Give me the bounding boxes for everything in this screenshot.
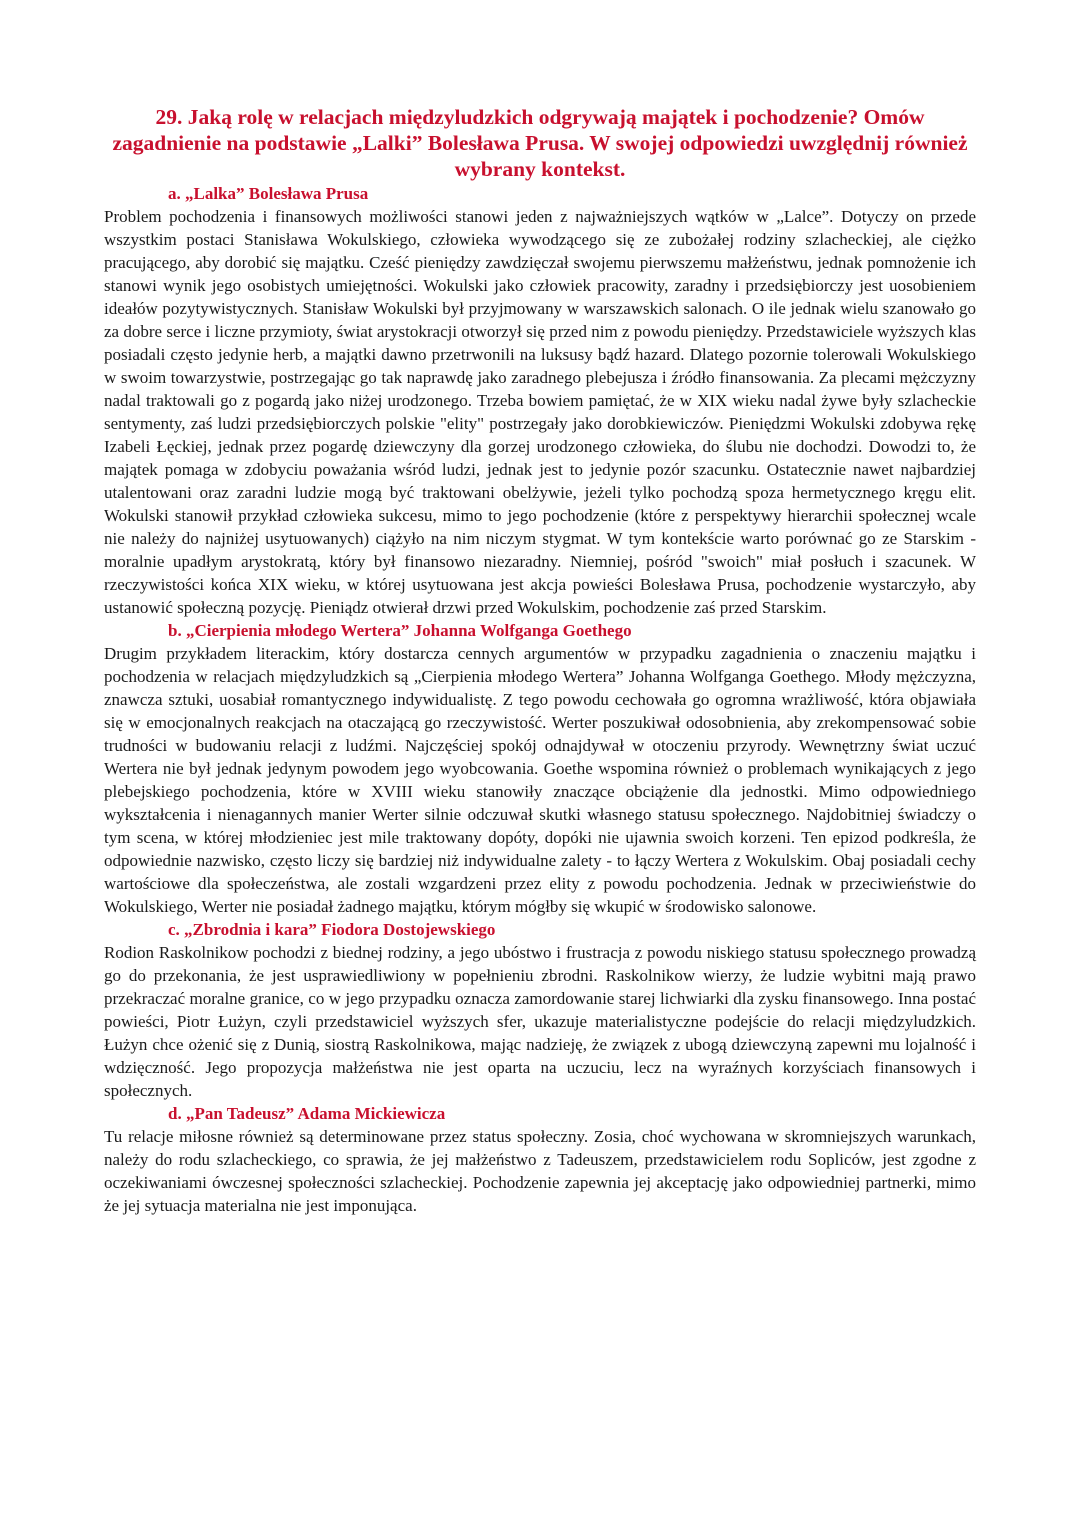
section-heading-zbrodnia: c. „Zbrodnia i kara” Fiodora Dostojewskiego <box>168 920 496 939</box>
section-heading-pan-tadeusz: d. „Pan Tadeusz” Adama Mickiewicza <box>168 1104 446 1123</box>
section-heading-werter: b. „Cierpienia młodego Wertera” Johanna Wolfganga Goethego <box>168 621 632 640</box>
section-text-pan-tadeusz: Tu relacje miłosne również są determinowane przez status społeczny. Zosia, choć wychowana w skromniejszych warunkach, należy do rodu szlacheckiego, co sprawia, że jej małżeństwo z Tadeuszem, przedstawicielem rodu Sopliców, jest zgodne z oczekiwaniami ówczesnej społeczności szlacheckiej. Pochodzenie zapewnia jej akceptację jako odpowiedniej partnerki, mimo że jej sytuacja materialna nie jest imponująca. <box>104 1127 976 1215</box>
section-text-zbrodnia: Rodion Raskolnikow pochodzi z biednej rodziny, a jego ubóstwo i frustracja z powodu niskiego statusu społecznego prowadzą go do przekonania, że jest usprawiedliwiony w popełnieniu zbrodni. Raskolnikow wierzy, że ludzie wybitni mają prawo przekraczać moralne granice, co w jego przypadku oznacza zamordowanie starej lichwiarki dla zysku finansowego. Inna postać powieści, Piotr Łużyn, czyli przedstawiciel wyższych sfer, ukazuje materialistyczne podejście do relacji międzyludzkich. Łużyn chce ożenić się z Dunią, siostrą Raskolnikowa, mając nadzieję, że związek z ubogą dziewczyną zapewni mu lojalność i wdzięczność. Jego propozycja małżeństwa nie jest oparta na uczuciu, lecz na wyraźnych korzyściach finansowych i społecznych. <box>104 943 976 1100</box>
section-heading-lalka: a. „Lalka” Bolesława Prusa <box>168 184 369 203</box>
section-text-lalka: Problem pochodzenia i finansowych możliwości stanowi jeden z najważniejszych wątków w „Lalce”. Dotyczy on przede wszystkim postaci Stanisława Wokulskiego, człowieka wywodzącego się ze zubożałej rodziny szlacheckiej, ale ciężko pracującego, aby dorobić się majątku. Cześć pieniędzy zawdzięczał swojemu pierwszemu małżeństwu, jednak pomnożenie ich stanowi wynik jego osobistych umiejętności. Wokulski jako człowiek pracowity, zaradny i przedsiębiorczy jest uosobieniem ideałów pozytywistycznych. Stanisław Wokulski był przyjmowany w warszawskich salonach. O ile jednak wielu szanowało go za dobre serce i liczne przymioty, świat arystokracji otworzył się przed nim z powodu pieniędzy. Przedstawiciele wyższych klas posiadali często jedynie herb, a majątki dawno przetrwonili na luksusy bądź hazard. Dlatego pozornie tolerowali Wokulskiego w swoim towarzystwie, postrzegając go tak naprawdę jako zaradnego plebejusza i źródło finansowania. Za plecami mężczyzny nadal traktowali go z pogardą jako niżej urodzonego. Trzeba bowiem pamiętać, że w XIX wieku nadal żywe były szlacheckie sentymenty, zaś ludzi przedsiębiorczych polskie "elity" postrzegały jako dorobkiewiczów. Pieniędzmi Wokulski zdobywa rękę Izabeli Łęckiej, jednak przez pogardę dziewczyny dla gorzej urodzonego człowieka, do ślubu nie dochodzi. Dowodzi to, że majątek pomaga w zdobyciu poważania wśród ludzi, jednak jest to jedynie pozór szacunku. Ostatecznie nawet najbardziej utalentowani oraz zaradni ludzie mogą być traktowani obelżywie, jeżeli tylko pochodzą spoza hermetycznego kręgu elit. Wokulski stanowił przykład człowieka sukcesu, mimo to jego pochodzenie (które z perspektywy hierarchii społecznej wcale nie należy do najniżej usytuowanych) ciążyło na nim niczym stygmat. W tym kontekście warto porównać go ze Starskim - moralnie upadłym arystokratą, który był finansowo niezaradny. Niemniej, pośród "swoich" miał posłuch i szacunek. W rzeczywistości końca XIX wieku, w której usytuowana jest akcja powieści Bolesława Prusa, pochodzenie wystarczyło, aby ustanowić społeczną pozycję. Pieniądz otwierał drzwi przed Wokulskim, pochodzenie zaś przed Starskim. <box>104 207 976 617</box>
question-title: 29. Jaką rolę w relacjach międzyludzkich odgrywają majątek i pochodzenie? Omów zagadnienie na podstawie „Lalki” Bolesława Prusa. W swojej odpowiedzi uwzględnij również wybrany kontekst. <box>112 105 968 181</box>
section-text-werter: Drugim przykładem literackim, który dostarcza cennych argumentów w przypadku zagadnienia o znaczeniu majątku i pochodzenia w relacjach międzyludzkich są „Cierpienia młodego Wertera” Johanna Wolfganga Goethego. Młody mężczyzna, znawcza sztuki, uosabiał romantycznego indywidualistę. Z tego powodu cechowała go ogromna wrażliwość, która objawiała się w emocjonalnych reakcjach na otaczającą go rzeczywistość. Werter poszukiwał odosobnienia, aby zrekompensować sobie trudności w budowaniu relacji z ludźmi. Najczęściej spokój odnajdywał w otoczeniu przyrody. Wewnętrzny świat uczuć Wertera nie był jednak jedynym powodem jego wyobcowania. Goethe wspomina również o problemach wynikających z jego plebejskiego pochodzenia, które w XVIII wieku stanowiły znaczące obciążenie dla jednostki. Mimo odpowiedniego wykształcenia i nienagannych manier Werter silnie odczuwał skutki własnego statusu społecznego. Najdobitniej świadczy o tym scena, w której młodzieniec jest mile traktowany dopóty, dopóki nie ujawnia swoich korzeni. Ten epizod podkreśla, że odpowiednie nazwisko, często liczy się bardziej niż indywidualne zalety - to łączy Wertera z Wokulskim. Obaj posiadali cechy wartościowe dla społeczeństwa, ale zostali wzgardzeni przez elity z powodu pochodzenia. Jednak w przeciwieństwie do Wokulskiego, Werter nie posiadał żadnego majątku, którym mógłby się wkupić w środowisko salonowe. <box>104 644 976 916</box>
